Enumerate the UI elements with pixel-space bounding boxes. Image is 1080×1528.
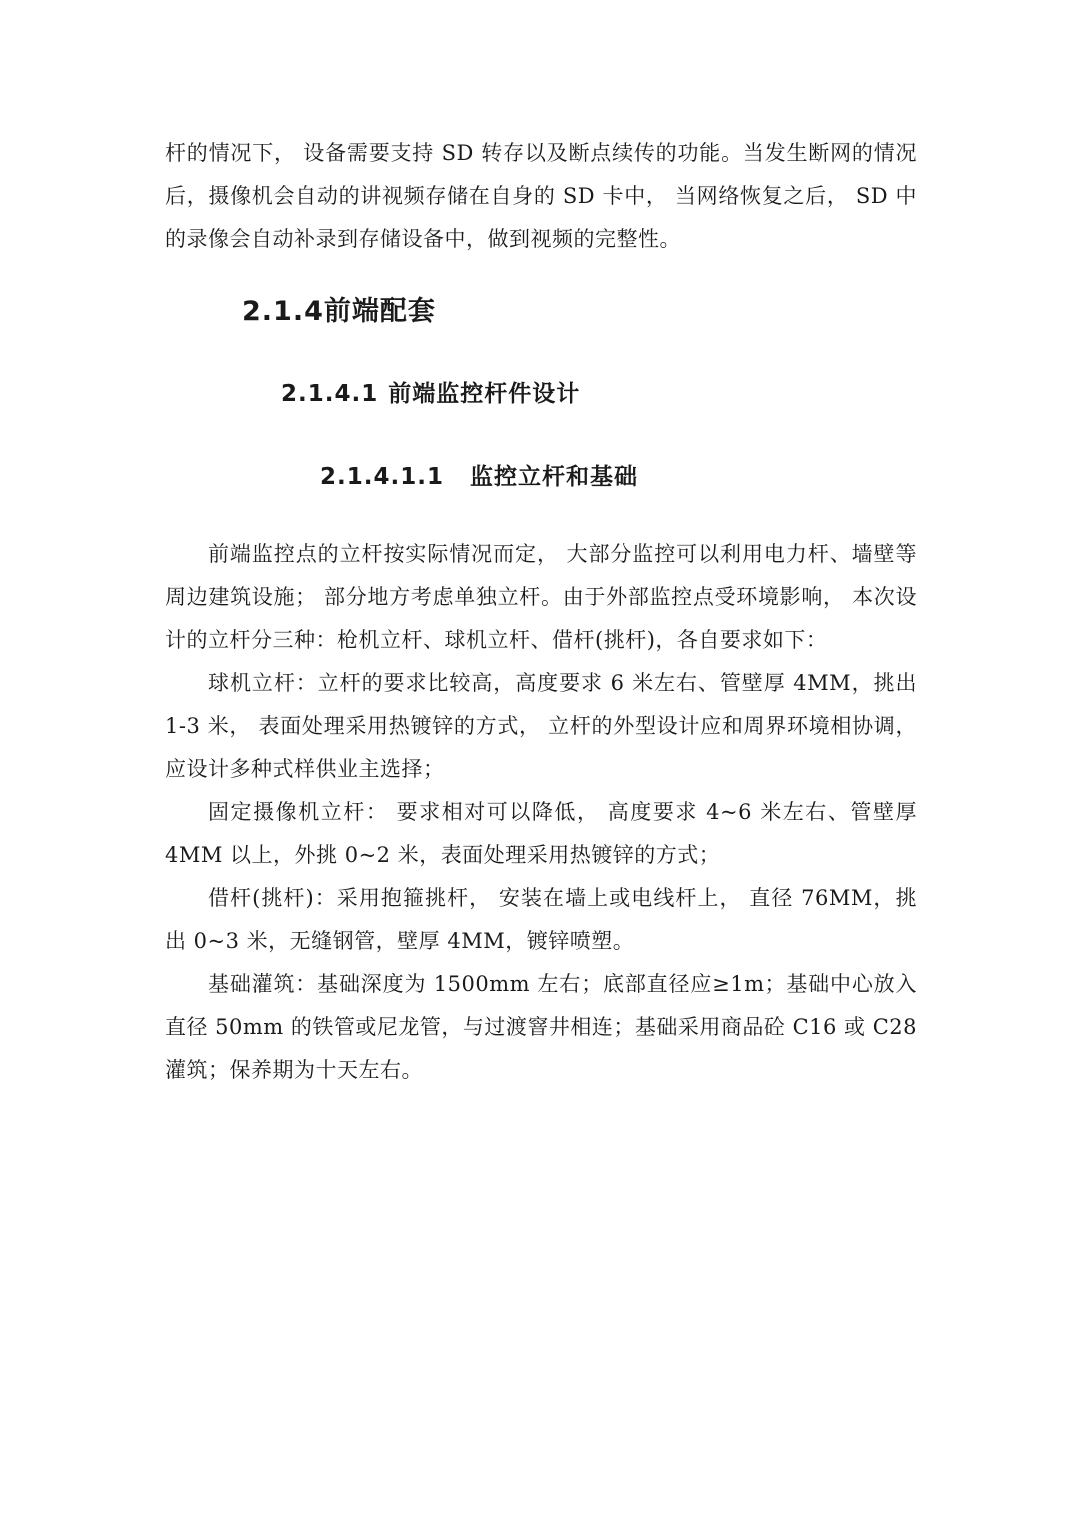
intro-paragraph: 杆的情况下， 设备需要支持 SD 转存以及断点续传的功能。当发生断网的情况后，摄像机会自动的讲视频存储在自身的 SD 卡中， 当网络恢复之后， SD 中的录像会自动补录到存储设备中，做到视频的完整性。 xyxy=(165,141,917,251)
section-number: 2.1.4 xyxy=(242,296,324,327)
section-title: 前端配套 xyxy=(323,296,436,327)
body-paragraph: 前端监控点的立杆按实际情况而定， 大部分监控可以利用电力杆、墙壁等周边建筑设施； 部分地方考虑单独立杆。由于外部监控点受环境影响， 本次设计的立杆分三种：枪机立杆、球机立杆、借杆(挑杆)，各自要求如下： xyxy=(165,542,917,652)
body-text-block xyxy=(165,533,917,1092)
body-paragraph: 固定摄像机立杆： 要求相对可以降低， 高度要求 4~6 米左右、管壁厚 4MM 以上，外挑 0~2 米，表面处理采用热镀锌的方式； xyxy=(165,800,917,867)
body-paragraph: 基础灌筑：基础深度为 1500mm 左右；底部直径应≥1m；基础中心放入直径 50mm 的铁管或尼龙管，与过渡窨井相连；基础采用商品砼 C16 或 C28 灌筑；保养期为十天左右。 xyxy=(165,972,918,1082)
section-heading-2-1-4-1 xyxy=(281,376,580,412)
section-number: 2.1.4.1.1 xyxy=(320,464,444,490)
intro-text-block xyxy=(165,132,917,261)
section-number: 2.1.4.1 xyxy=(281,381,379,407)
section-heading-2-1-4-1-1 xyxy=(320,459,638,495)
section-title: 监控立杆和基础 xyxy=(469,464,638,490)
section-heading-2-1-4 xyxy=(242,292,436,332)
section-title: 前端监控杆件设计 xyxy=(388,381,581,407)
body-paragraph: 借杆(挑杆)：采用抱箍挑杆， 安装在墙上或电线杆上， 直径 76MM，挑出 0~3 米，无缝钢管，壁厚 4MM，镀锌喷塑。 xyxy=(165,886,917,953)
body-paragraph: 球机立杆：立杆的要求比较高，高度要求 6 米左右、管壁厚 4MM，挑出 1-3 米， 表面处理采用热镀锌的方式， 立杆的外型设计应和周界环境相协调， 应设计多种式样供业主选择； xyxy=(165,671,917,781)
